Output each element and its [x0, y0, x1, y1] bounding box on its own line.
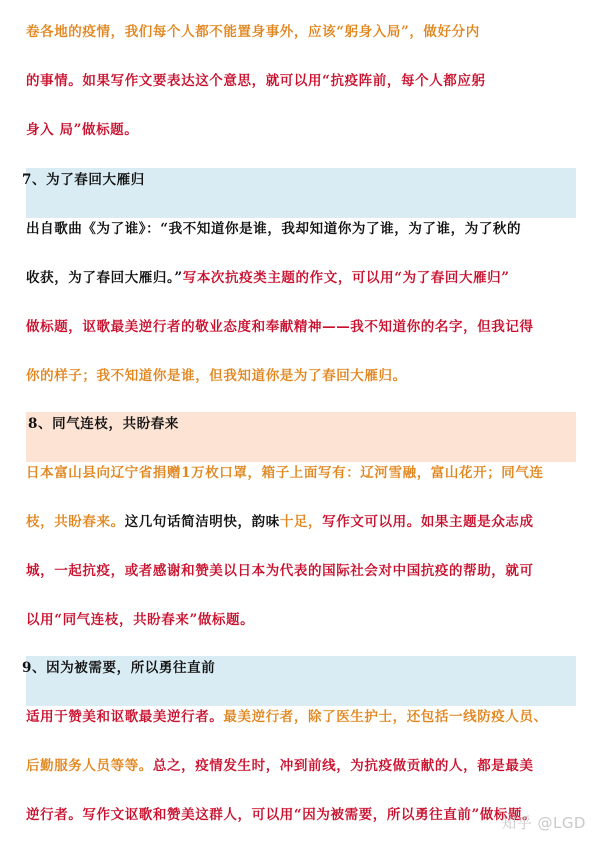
section-7-line-4: 你的样子；我不知道你是谁，但我知道你是为了春回大雁归。 [26, 368, 407, 384]
section-8-line-2-advice: 写作文可以用。如果主题是众志成 [322, 514, 534, 530]
section-9-line-2-staff: 后勤服务人员等等。 [26, 758, 153, 774]
section-8-line-1: 日本富山县向辽宁省捐赠1万枚口罩，箱子上面写有：辽河雪融，富山花开；同气连 [26, 465, 544, 481]
section-7-line-1: 出自歌曲《为了谁》：“我不知道你是谁，我却知道你为了谁，为了谁，为了秋的 [26, 221, 522, 237]
section-8-line-2-comment: 这几句话简洁明快，韵味 [124, 514, 280, 530]
section-9-line-1-intro: 适用于赞美和讴歌最美逆行者。 [26, 709, 224, 725]
paragraph-6-line-3: 身入 局”做标题。 [26, 122, 139, 138]
section-7-heading: 7、为了春回大雁归 [22, 172, 145, 188]
section-8-line-2 [26, 512, 590, 532]
section-9-line-2-summary: 总之，疫情发生时，冲到前线，为抗疫做贡献的人，都是最美 [152, 758, 534, 774]
section-7-line-2-quote: 收获，为了春回大雁归。” [26, 270, 183, 286]
section-7-line-2-advice: 写本次抗疫类主题的作文，可以用“为了春回大雁归” [182, 270, 510, 286]
paragraph-6-line-1: 卷各地的疫情，我们每个人都不能置身事外，应该“躬身入局”，做好分内 [26, 24, 480, 40]
section-9-line-3: 逆行者。写作文讴歌和赞美这群人，可以用“因为被需要，所以勇往直前”做标题。 [26, 807, 537, 823]
section-8-heading: 8、同气连枝，共盼春来 [28, 416, 179, 432]
section-8-line-4: 以用“同气连枝，共盼春来”做标题。 [26, 612, 255, 628]
section-9-line-2 [26, 756, 590, 776]
paragraph-6-line-2: 的事情。如果写作文要表达这个意思，就可以用“抗疫阵前，每个人都应躬 [26, 73, 486, 89]
section-9-heading: 9、因为被需要，所以勇往直前 [22, 660, 216, 676]
section-8-line-2-quote: 枝，共盼春来。 [26, 514, 125, 530]
zhihu-watermark: 知乎 @LGD [501, 814, 586, 832]
section-8-line-2-highlight: 十足， [279, 514, 323, 530]
section-9-line-1 [26, 707, 590, 727]
section-7-line-3: 做标题，讴歌最美逆行者的敬业态度和奉献精神——我不知道你的名字，但我记得 [26, 319, 534, 335]
section-8-line-3: 城，一起抗疫，或者感谢和赞美以日本为代表的国际社会对中国抗疫的帮助，就可 [26, 563, 534, 579]
section-9-line-1-detail: 最美逆行者，除了医生护士，还包括一线防疫人员、 [223, 709, 548, 725]
section-7-line-2 [26, 268, 590, 288]
